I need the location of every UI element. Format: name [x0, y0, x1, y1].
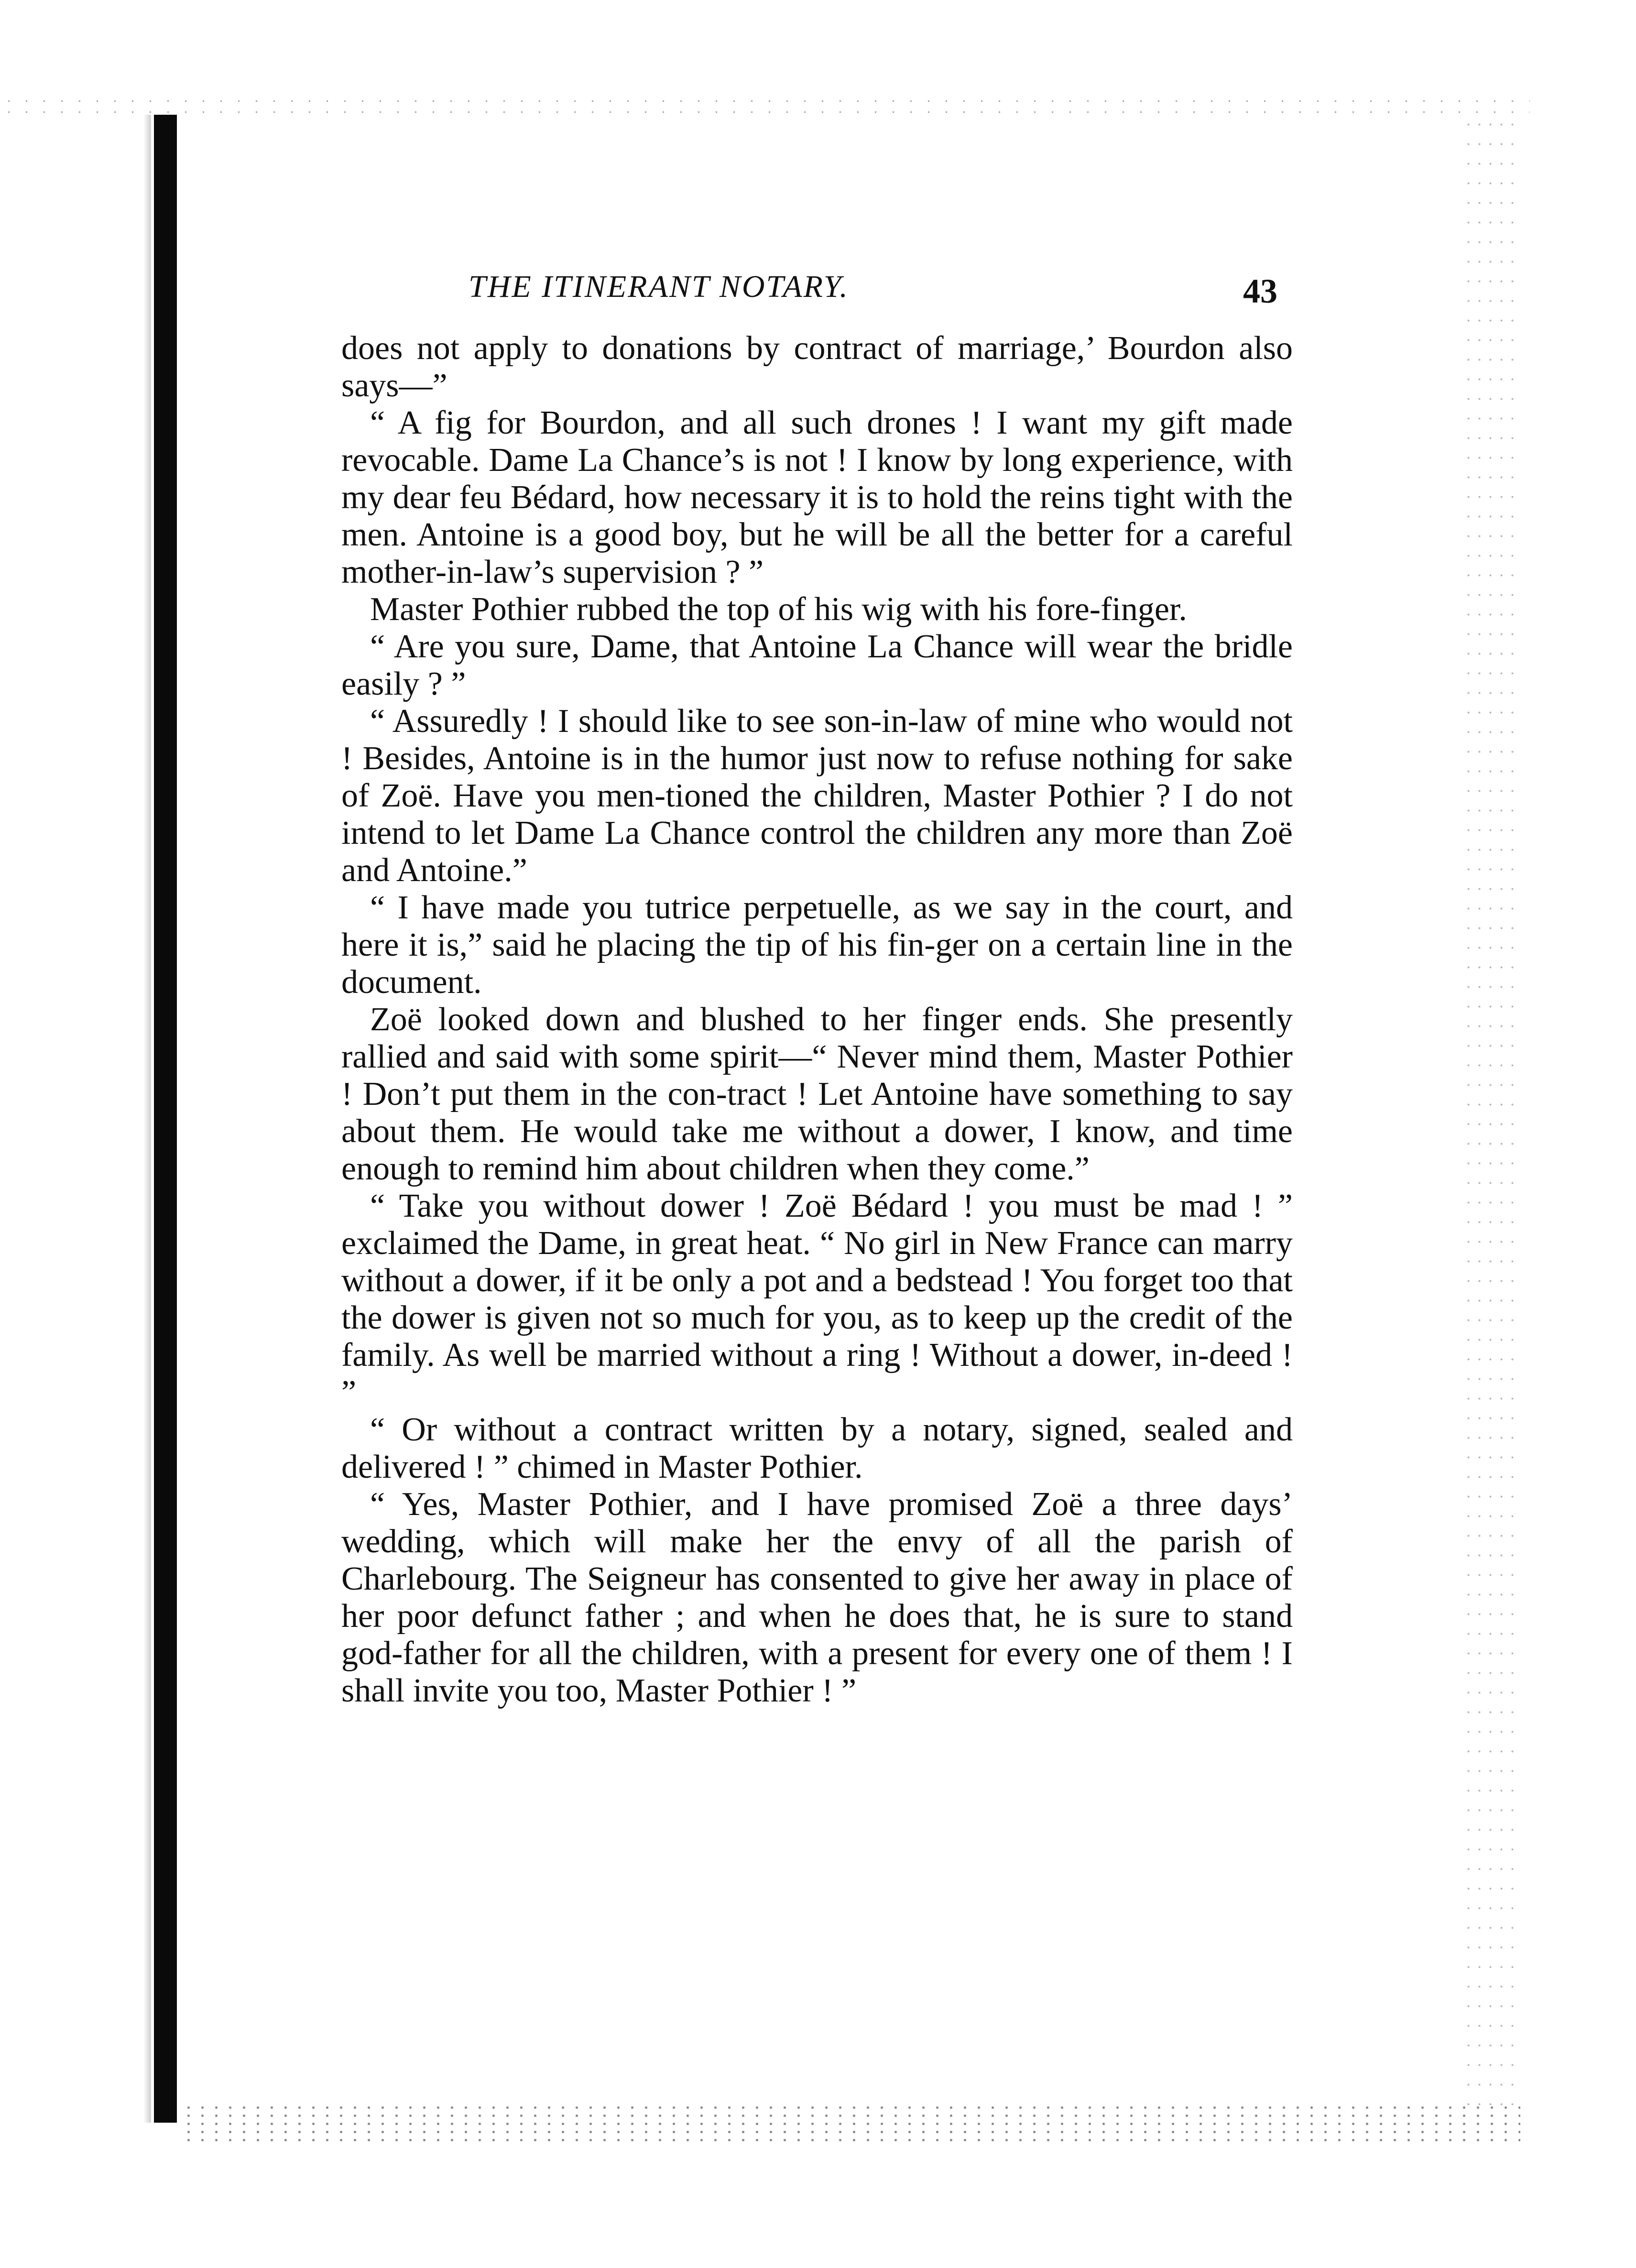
- paragraph: does not apply to donations by contract of marriage,’ Bourdon also says—”: [341, 330, 1293, 404]
- paragraph: “ I have made you tutrice perpetuelle, as we say in the court, and here it is,” said he placing the tip of his fin-ger on a certain line in the document.: [341, 889, 1293, 1001]
- paragraph: Zoë looked down and blushed to her finger ends. She presently rallied and said with some spirit—“ Never mind them, Master Pothier ! Don’t put them in the con-tract ! Let Antoine have something to say about them. He would take me without a dower, I know, and time enough to remind him about children when they come.”: [341, 1001, 1293, 1187]
- scan-noise-right: [1463, 115, 1520, 2123]
- binding-shadow: [143, 115, 151, 2123]
- scan-noise-top: [0, 96, 1530, 115]
- paragraph: Master Pothier rubbed the top of his wig with his fore-finger.: [370, 591, 1187, 628]
- page-header: [344, 258, 1300, 316]
- paragraph: “ Yes, Master Pothier, and I have promised Zoë a three days’ wedding, which will make her the envy of all the parish of Charlebourg. The Seigneur has consented to give her away in place of her poor defunct father ; and when he does that, he is sure to stand god-father for all the children, with a present for every one of them ! I shall invite you too, Master Pothier ! ”: [341, 1486, 1293, 1709]
- page-number: 43: [1243, 272, 1277, 310]
- paragraph: “ A fig for Bourdon, and all such drones ! I want my gift made revocable. Dame La Chance’s is not ! I know by long experience, with my dear feu Bédard, how necessary it is to hold the reins tight with the men. Antoine is a good boy, but he will be all the better for a careful mother-in-law’s supervision ? ”: [341, 404, 1293, 590]
- paragraph: “ Or without a contract written by a notary, signed, sealed and delivered ! ” chimed in Master Pothier.: [341, 1411, 1293, 1485]
- running-title: THE ITINERANT NOTARY.: [469, 269, 849, 304]
- scan-noise-bottom: [182, 2104, 1520, 2142]
- paragraph: “ Assuredly ! I should like to see son-in-law of mine who would not ! Besides, Antoine is in the humor just now to refuse nothing for sake of Zoë. Have you men-tioned the children, Master Pothier ? I do not intend to let Dame La Chance control the children any more than Zoë and Antoine.”: [341, 703, 1293, 889]
- book-binding-edge: [154, 115, 177, 2123]
- paragraph: “ Take you without dower ! Zoë Bédard ! you must be mad ! ” exclaimed the Dame, in great heat. “ No girl in New France can marry without a dower, if it be only a pot and a bedstead ! You forget too that the dower is given not so much for you, as to keep up the credit of the family. As well be married without a ring ! Without a dower, in-deed ! ”: [341, 1188, 1293, 1411]
- paragraph: “ Are you sure, Dame, that Antoine La Chance will wear the bridle easily ? ”: [341, 628, 1293, 702]
- body-text: [341, 330, 1293, 1710]
